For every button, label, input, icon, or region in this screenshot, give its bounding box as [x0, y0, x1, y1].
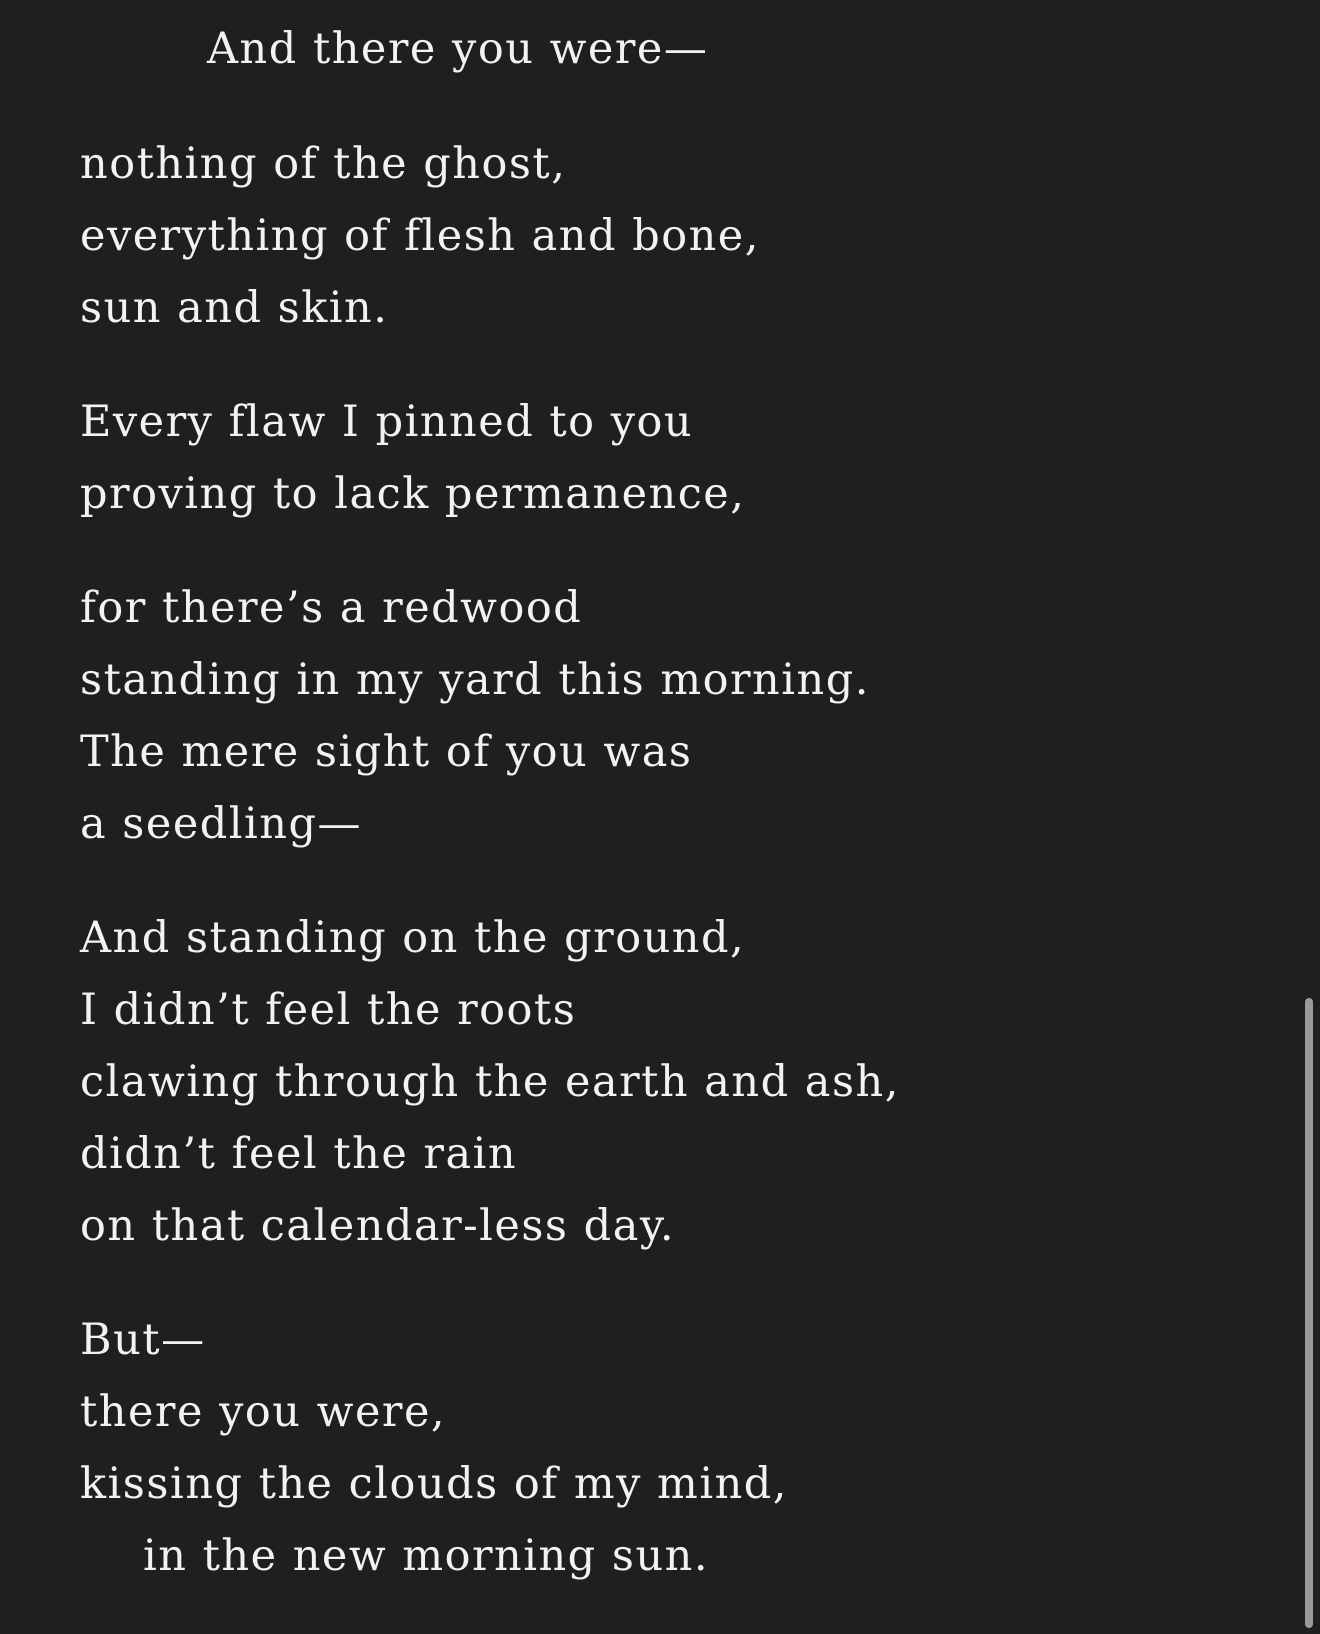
poem-line: everything of flesh and bone,: [80, 211, 760, 261]
poem-line: But—: [80, 1315, 206, 1365]
scrollbar-thumb[interactable]: [1305, 998, 1313, 1628]
poem-line: kissing the clouds of my mind,: [80, 1459, 788, 1509]
poem-line: clawing through the earth and ash,: [80, 1057, 900, 1107]
poem-line: for there’s a redwood: [80, 583, 583, 633]
poem-line: a seedling—: [80, 799, 363, 849]
poem-line: sun and skin.: [80, 283, 389, 333]
poem-line: Every flaw I pinned to you: [80, 397, 694, 447]
poem-line: didn’t feel the rain: [80, 1129, 518, 1179]
poem-line: The mere sight of you was: [80, 727, 693, 777]
poem-line: in the new morning sun.: [143, 1531, 709, 1581]
poem-line: proving to lack permanence,: [80, 469, 746, 519]
poem-line: nothing of the ghost,: [80, 139, 567, 189]
vertical-scrollbar[interactable]: [1304, 0, 1314, 1634]
poem-line: standing in my yard this morning.: [80, 655, 870, 705]
poem-line: there you were,: [80, 1387, 447, 1437]
poem-line: on that calendar-less day.: [80, 1201, 676, 1251]
poem-line: I didn’t feel the roots: [80, 985, 577, 1035]
poem-line: And there you were—: [207, 24, 709, 74]
poem-line: And standing on the ground,: [80, 913, 746, 963]
